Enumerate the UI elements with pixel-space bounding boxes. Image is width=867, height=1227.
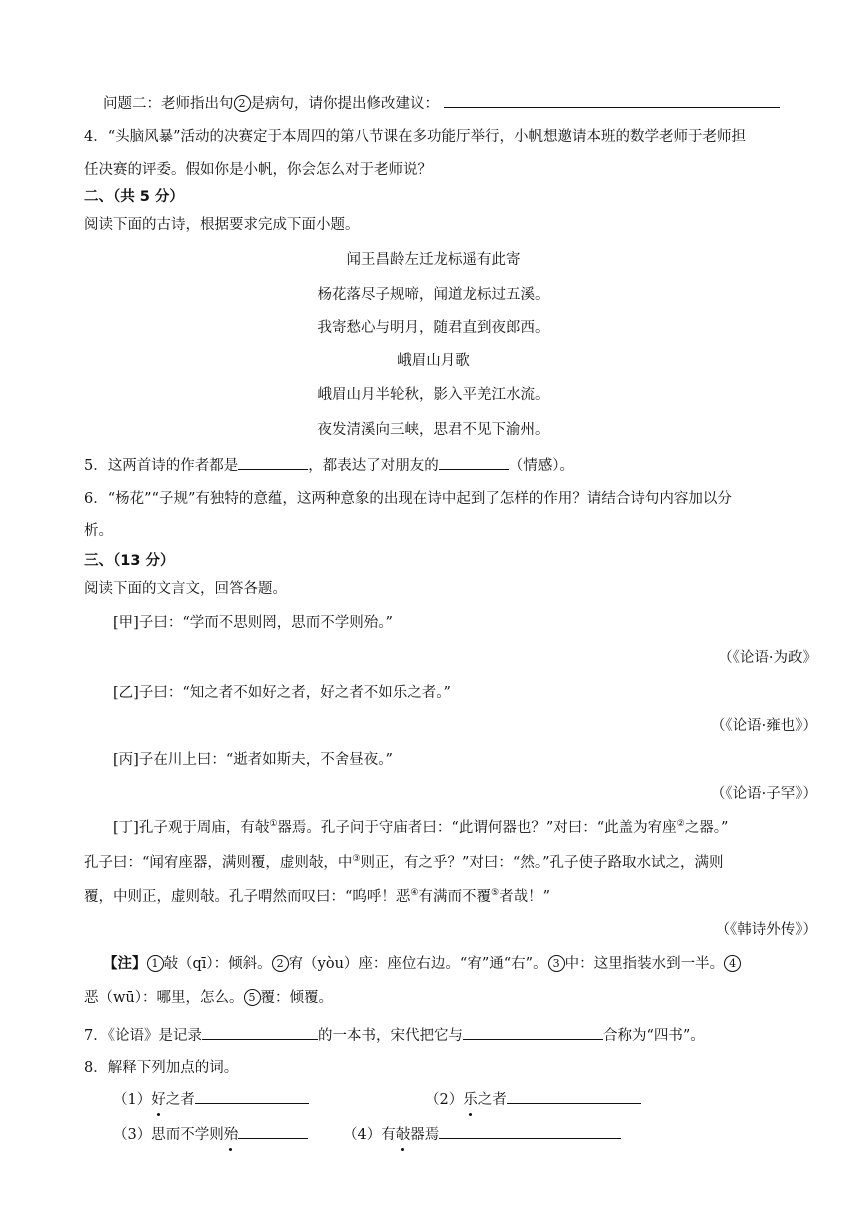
question-7: 7．《论语》是记录 的一本书，宋代把它与 合称为“四书”。	[84, 1024, 705, 1046]
passage-ding-line3: 覆，中则正，虚则敧。孔子喟然而叹曰：“呜呼！恶④有满而不覆⑤者哉！”	[84, 888, 550, 905]
section-2-heading: 二、（共 5 分）	[84, 189, 184, 205]
answer-blank[interactable]	[202, 1024, 318, 1040]
question-6-line1: 6．“杨花”“子规”有独特的意蕴，这两种意象的出现在诗中起到了怎样的作用？请结合诗句内容加以分	[84, 491, 732, 507]
question-5: 5．这两首诗的作者都是 ，都表达了对朋友的 （情感）。	[84, 454, 574, 476]
question-4-line1: 4．“头脑风暴”活动的决赛定于本周四的第八节课在多功能厅举行，小帆想邀请本班的数学老师于老师担	[84, 129, 747, 145]
poem-2-line1: 峨眉山月半轮秋，影入平羌江水流。	[317, 387, 550, 403]
passage-yi: [乙]子曰：“知之者不如好之者，好之者不如乐之者。”	[113, 685, 451, 701]
answer-blank[interactable]	[439, 454, 509, 470]
question-8-item3: （3）思而不学则殆	[113, 1123, 308, 1145]
poem-2-line2: 夜发清溪向三峡，思君不见下渝州。	[317, 422, 550, 438]
problem2-line: 问题二：老师指出句 2 是病句，请你提出修改建议：	[103, 92, 780, 114]
section-3-heading: 三、（13 分）	[84, 553, 175, 569]
question-4-line2: 任决赛的评委。假如你是小帆，你会怎么对于老师说？	[84, 162, 432, 178]
notes-line2: 恶（wū）：哪里，怎么。 5 覆：倾覆。	[84, 990, 333, 1006]
poem-1-line2: 我寄愁心与明月，随君直到夜郎西。	[317, 320, 550, 336]
question-8-title: 8．解释下列加点的词。	[84, 1060, 239, 1076]
answer-blank[interactable]	[507, 1088, 641, 1104]
section-2-instruction: 阅读下面的古诗，根据要求完成下面小题。	[84, 217, 360, 233]
passage-jia: [甲]子曰：“学而不思则罔，思而不学则殆。”	[113, 615, 393, 631]
question-8-item2: （2）乐之者	[425, 1088, 641, 1110]
passage-bing: [丙]子在川上曰：“逝者如斯夫，不舍昼夜。”	[113, 752, 393, 768]
passage-ding-line1: [丁]孔子观于周庙，有敧①器焉。孔子问于守庙者曰：“此谓何器也？”对曰：“此盖为宥座②之器。”	[113, 819, 729, 836]
answer-blank[interactable]	[238, 454, 308, 470]
passage-ding-line2: 孔子曰：“闻宥座器，满则覆，虚则敧，中③则正，有之乎？”对曰：“然。”孔子使子路取水试之，满则	[84, 854, 724, 871]
answer-blank[interactable]	[238, 1123, 308, 1139]
question-8-item1: （1）好之者	[113, 1088, 309, 1110]
circled-number: 2	[234, 95, 251, 112]
source-jia: （《论语·为政》	[718, 650, 817, 666]
question-6-line2: 析。	[84, 523, 113, 539]
answer-blank[interactable]	[463, 1024, 603, 1040]
question-8-item4: （4）有敧器焉	[343, 1123, 621, 1145]
answer-blank[interactable]	[439, 1123, 621, 1139]
source-yi: （《论语·雍也》）	[710, 718, 817, 734]
answer-blank[interactable]	[444, 92, 780, 108]
poem-2-title: 峨眉山月歌	[397, 353, 470, 369]
poem-1-title: 闻王昌龄左迁龙标遥有此寄	[346, 252, 521, 268]
notes-line1: 【注】 1 敧（qī）：倾斜。 2 宥（yòu）座：座位右边。“宥”通“右”。 3 中：这里指装水到一半。 4	[103, 954, 741, 974]
section-3-instruction: 阅读下面的文言文，回答各题。	[84, 581, 287, 597]
source-bing: （《论语·子罕》）	[710, 786, 817, 802]
poem-1-line1: 杨花落尽子规啼，闻道龙标过五溪。	[317, 287, 550, 303]
source-ding: （《韩诗外传》）	[715, 922, 817, 938]
answer-blank[interactable]	[195, 1088, 309, 1104]
